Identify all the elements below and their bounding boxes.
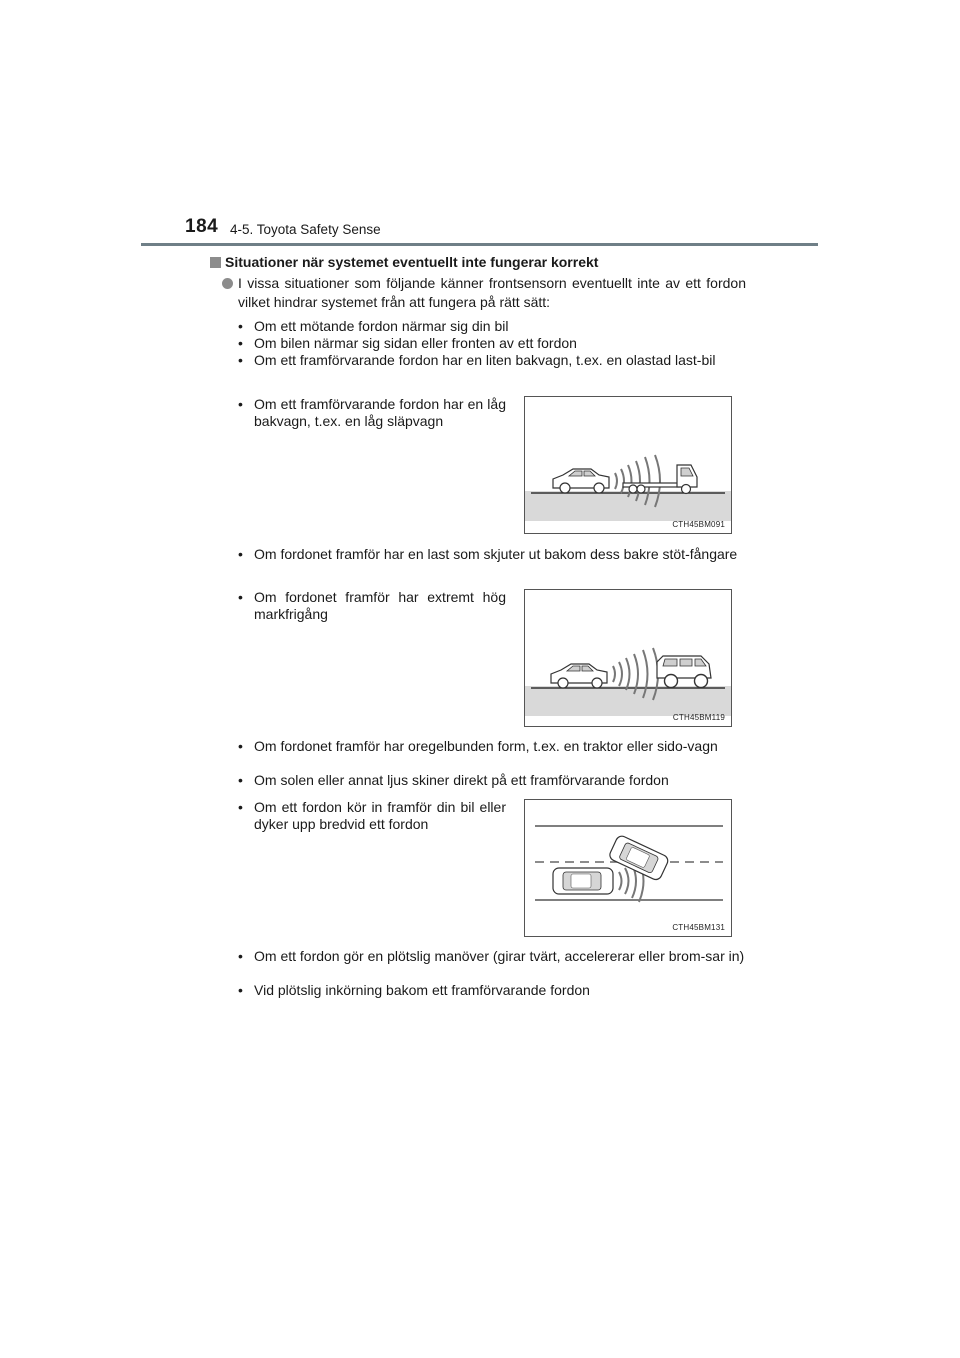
low-trailer-illustration [525, 397, 731, 533]
bullet-mark: • [238, 799, 243, 815]
list-item-text: Om bilen närmar sig sidan eller fronten av ett fordon [254, 335, 577, 351]
list-item [238, 772, 746, 789]
figure-high-clearance [524, 589, 732, 727]
bullet-mark: • [238, 738, 243, 754]
bullet-mark: • [238, 982, 243, 998]
list-item [238, 546, 746, 563]
list-item [238, 799, 506, 833]
circle-bullet-icon [222, 278, 233, 289]
figure-low-trailer [524, 396, 732, 534]
list-item-text: Om solen eller annat ljus skiner direkt på ett framförvarande fordon [254, 772, 669, 788]
list-item-text: Vid plötslig inkörning bakom ett framförvarande fordon [254, 982, 590, 998]
square-bullet-icon [210, 257, 221, 268]
figure-code: CTH45BM091 [672, 520, 725, 529]
list-item [238, 948, 746, 965]
list-item [238, 396, 506, 430]
figure-code: CTH45BM131 [672, 923, 725, 932]
bullet-mark: • [238, 352, 243, 368]
cut-in-illustration [525, 800, 731, 936]
list-item [238, 352, 746, 369]
section-heading [210, 254, 598, 270]
list-item-text: Om ett fordon gör en plötslig manöver (girar tvärt, accelererar eller brom-sar in) [254, 948, 745, 964]
header-rule [141, 243, 818, 246]
heading-text: Situationer när systemet eventuellt inte fungerar korrekt [225, 254, 599, 270]
list-item-text: Om fordonet framför har en last som skjuter ut bakom dess bakre stöt-fångare [254, 546, 738, 562]
bullet-mark: • [238, 589, 243, 605]
list-item [238, 318, 746, 335]
list-item-text: Om fordonet framför har extremt hög markfrigång [254, 589, 506, 622]
bullet-mark: • [238, 396, 243, 412]
bullet-mark: • [238, 546, 243, 562]
list-item-text: Om ett framförvarande fordon har en liten bakvagn, t.ex. en olastad last-bil [254, 352, 716, 368]
high-clearance-illustration [525, 590, 731, 726]
list-item [238, 335, 746, 352]
bullet-mark: • [238, 318, 243, 334]
list-item-text: Om ett framförvarande fordon har en låg bakvagn, t.ex. en låg släpvagn [254, 396, 506, 429]
intro-paragraph [222, 274, 746, 312]
bullet-mark: • [238, 772, 243, 788]
list-item-text: Om ett mötande fordon närmar sig din bil [254, 318, 509, 334]
list-item-text: Om ett fordon kör in framför din bil eller dyker upp bredvid ett fordon [254, 799, 506, 832]
list-item [238, 738, 746, 755]
list-item [238, 589, 506, 623]
bullet-mark: • [238, 948, 243, 964]
page-number: 184 [185, 216, 219, 237]
intro-text: I vissa situationer som följande känner frontsensorn eventuellt inte av ett fordon vilket hindrar systemet från att fungera på rätt sätt: [238, 275, 746, 310]
figure-cut-in [524, 799, 732, 937]
bullet-mark: • [238, 335, 243, 351]
section-title: 4-5. Toyota Safety Sense [230, 222, 381, 237]
list-item-text: Om fordonet framför har oregelbunden form, t.ex. en traktor eller sido-vagn [254, 738, 718, 754]
figure-code: CTH45BM119 [672, 713, 725, 722]
list-item [238, 982, 746, 999]
